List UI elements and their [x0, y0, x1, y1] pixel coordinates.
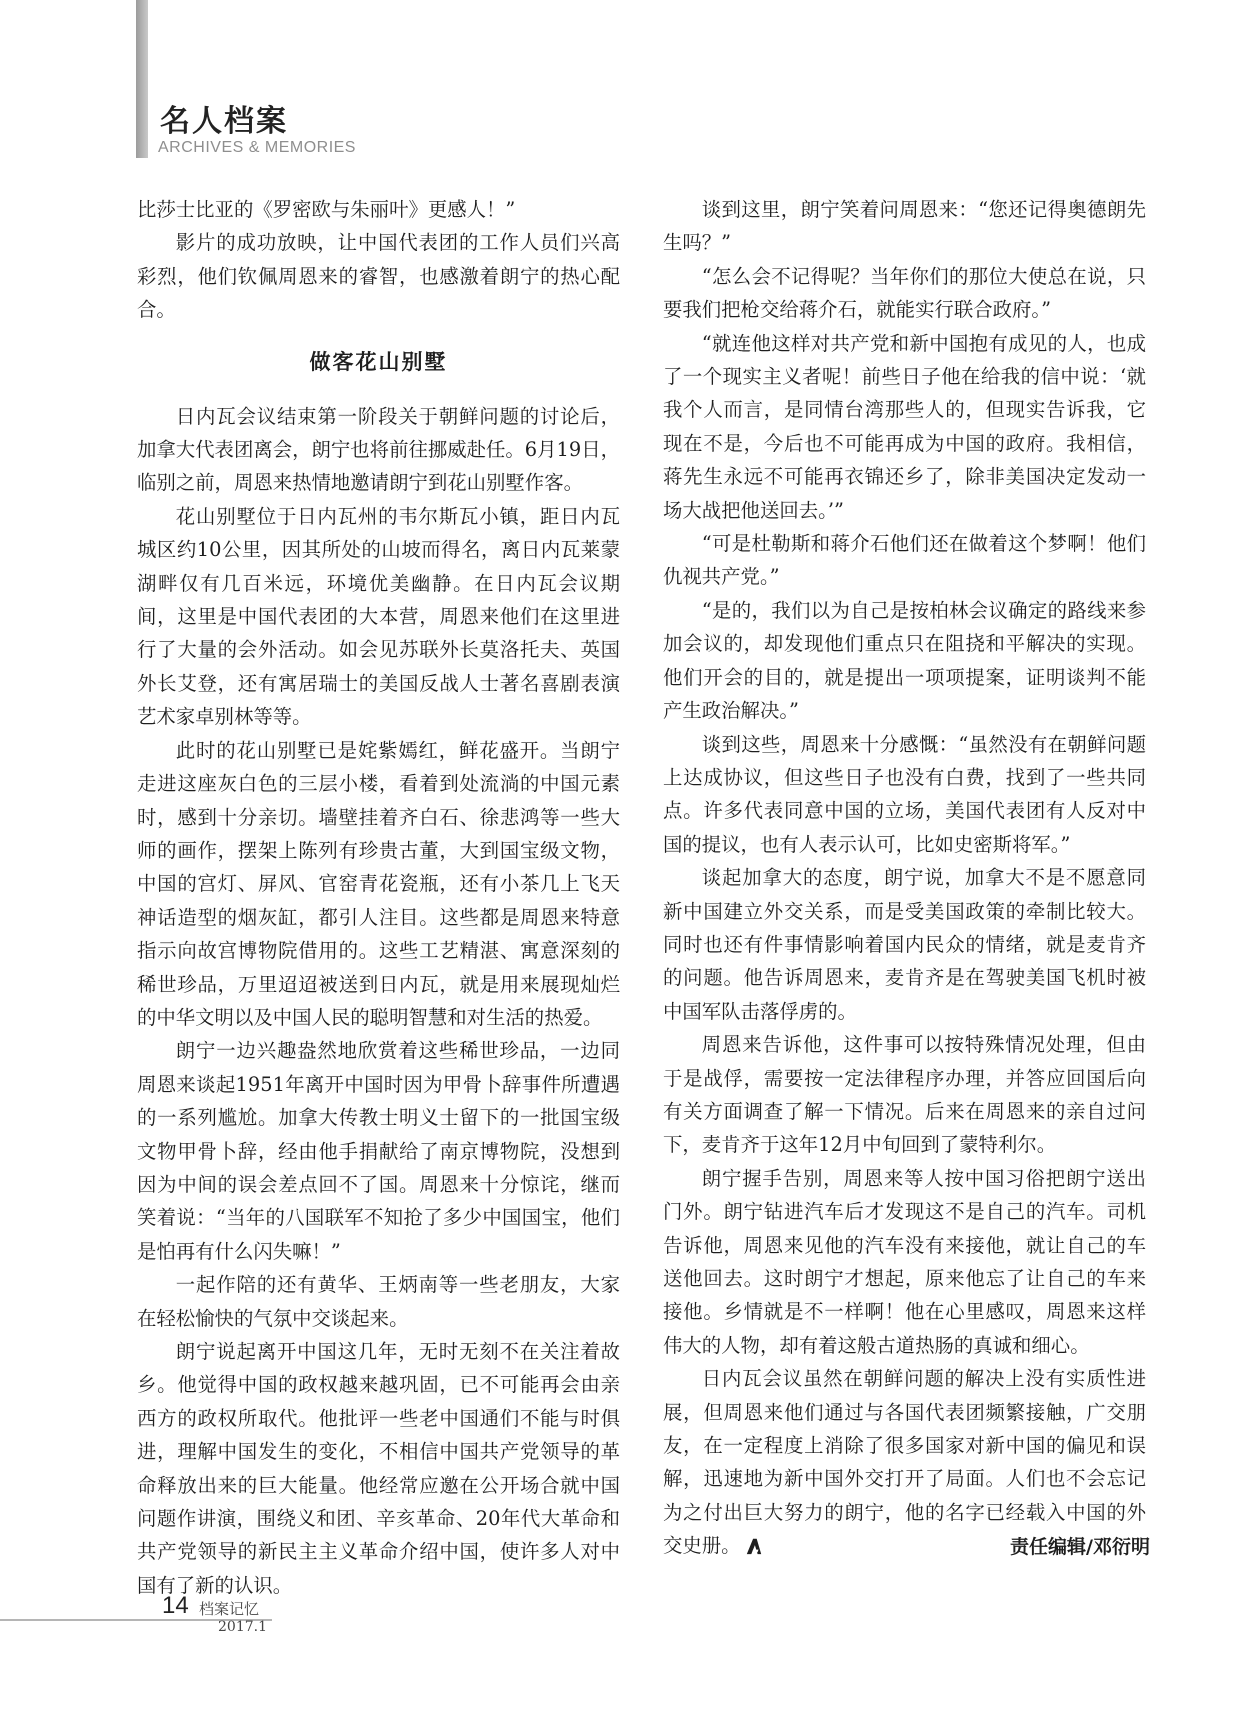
responsible-editor: 责任编辑/邓衍明	[1010, 1536, 1150, 1558]
paragraph: 朗宁说起离开中国这几年，无时无刻不在关注着故乡。他觉得中国的政权越来越巩固，已不可能再会由亲西方的政权所取代。他批评一些老中国通们不能与时俱进，理解中国发生的变化，不相信中国共产党领导的革命释放出来的巨大能量。他经常应邀在公开场合就中国问题作讲演，围绕义和团、辛亥革命、20年代大革命和共产党领导的新民主主义革命介绍中国，使许多人对中国有了新的认识。	[137, 1340, 620, 1597]
end-mark-icon	[745, 1537, 763, 1555]
right-column	[663, 193, 1146, 1563]
paragraph: 周恩来告诉他，这件事可以按特殊情况处理，但由于是战俘，需要按一定法律程序办理，并答应回国后向有关方面调查了解一下情况。后来在周恩来的亲自过问下，麦肯齐于这年12月中旬回到了蒙特利尔。	[663, 1033, 1146, 1157]
section-subtitle: ARCHIVES & MEMORIES	[158, 139, 356, 156]
left-column	[137, 193, 620, 1602]
paragraph: “是的，我们以为自己是按柏林会议确定的路线来参加会议的，却发现他们重点只在阻挠和平解决的实现。他们开会的目的，就是提出一项项提案，证明谈判不能产生政治解决。”	[663, 598, 1146, 723]
paragraph: 此时的花山别墅已是姹紫嫣红，鲜花盛开。当朗宁走进这座灰白色的三层小楼，看着到处流淌的中国元素时，感到十分亲切。墙壁挂着齐白石、徐悲鸿等一些大师的画作，摆架上陈列有珍贵古董，大到国宝级文物，中国的宫灯、屏风、官窑青花瓷瓶，还有小茶几上飞天神话造型的烟灰缸，都引人注目。这些都是周恩来特意指示向故宫博物院借用的。这些工艺精湛、寓意深刻的稀世珍品，万里迢迢被送到日内瓦，就是用来展现灿烂的中华文明以及中国人民的聪明智慧和对生活的热爱。	[137, 738, 620, 1029]
issue-number: 2017.1	[218, 1619, 267, 1635]
paragraph: “怎么会不记得呢？当年你们的那位大使总在说，只要我们把枪交给蒋介石，就能实行联合政府。”	[663, 264, 1146, 322]
paragraph: 谈到这些，周恩来十分感慨：“虽然没有在朝鲜问题上达成协议，但这些日子也没有白费，找到了一些共同点。许多代表同意中国的立场，美国代表团有人反对中国的提议，也有人表示认可，比如史密斯将军。”	[663, 732, 1146, 856]
paragraph: 比莎士比亚的《罗密欧与朱丽叶》更感人！”	[137, 198, 516, 221]
paragraph: 影片的成功放映，让中国代表团的工作人员们兴高彩烈，他们钦佩周恩来的睿智，也感激着朗宁的热心配合。	[137, 231, 620, 322]
paragraph: 一起作陪的还有黄华、王炳南等一些老朋友，大家在轻松愉快的气氛中交谈起来。	[137, 1273, 620, 1330]
section-title: 名人档案	[160, 104, 288, 139]
paragraph: 朗宁一边兴趣盎然地欣赏着这些稀世珍品，一边同周恩来谈起1951年离开中国时因为甲骨卜辞事件所遭遇的一系列尴尬。加拿大传教士明义士留下的一批国宝级文物甲骨卜辞，经由他手捐献给了南京博物院，没想到因为中间的误会差点回不了国。周恩来十分惊诧，继而笑着说：“当年的八国联军不知抢了多少中国国宝，他们是怕再有什么闪失嘛！”	[137, 1039, 620, 1263]
paragraph: “就连他这样对共产党和新中国抱有成见的人，也成了一个现实主义者呢！前些日子他在给我的信中说：‘就我个人而言，是同情台湾那些人的，但现实告诉我，它现在不是，今后也不可能再成为中国的政府。我相信，蒋先生永远不可能再衣锦还乡了，除非美国决定发动一场大战把他送回去。’”	[663, 331, 1146, 522]
paragraph: 日内瓦会议结束第一阶段关于朝鲜问题的讨论后，加拿大代表团离会，朗宁也将前往挪威赴任。6月19日，临别之前，周恩来热情地邀请朗宁到花山别墅作客。	[137, 404, 620, 495]
paragraph: 朗宁握手告别，周恩来等人按中国习俗把朗宁送出门外。朗宁钻进汽车后才发现这不是自己的汽车。司机告诉他，周恩来见他的汽车没有来接他，就让自己的车送他回去。这时朗宁才想起，原来他忘了让自己的车来接他。乡情就是不一样啊！他在心里感叹，周恩来这样伟大的人物，却有着这般古道热肠的真诚和细心。	[663, 1166, 1146, 1357]
subsection-heading: 做客花山别墅	[309, 349, 448, 374]
paragraph: “可是杜勒斯和蒋介石他们还在做着这个梦啊！他们仇视共产党。”	[663, 532, 1146, 589]
page-number: 14	[162, 1592, 189, 1619]
paragraph: 谈起加拿大的态度，朗宁说，加拿大不是不愿意同新中国建立外交关系，而是受美国政策的牵制比较大。同时也还有件事情影响着国内民众的情绪，就是麦肯齐的问题。他告诉周恩来，麦肯齐是在驾驶美国飞机时被中国军队击落俘虏的。	[663, 866, 1146, 1023]
paragraph: 谈到这里，朗宁笑着问周恩来：“您还记得奥德朗先生吗？”	[663, 198, 1146, 255]
header-side-bar	[136, 0, 148, 158]
paragraph-text: 日内瓦会议虽然在朝鲜问题的解决上没有实质性进展，但周恩来他们通过与各国代表团频繁接触，广交朋友，在一定程度上消除了很多国家对新中国的偏见和误解，迅速地为新中国外交打开了局面。人们也不会忘记为之付出巨大努力的朗宁，他的名字已经载入中国的外交史册。	[663, 1367, 1146, 1558]
magazine-name: 档案记忆	[199, 1600, 260, 1618]
paragraph: 花山别墅位于日内瓦州的韦尔斯瓦小镇，距日内瓦城区约10公里，因其所处的山坡而得名，离日内瓦莱蒙湖畔仅有几百米远，环境优美幽静。在日内瓦会议期间，这里是中国代表团的大本营，周恩来他们在这里进行了大量的会外活动。如会见苏联外长莫洛托夫、英国外长艾登，还有寓居瑞士的美国反战人士著名喜剧表演艺术家卓别林等等。	[137, 504, 620, 729]
